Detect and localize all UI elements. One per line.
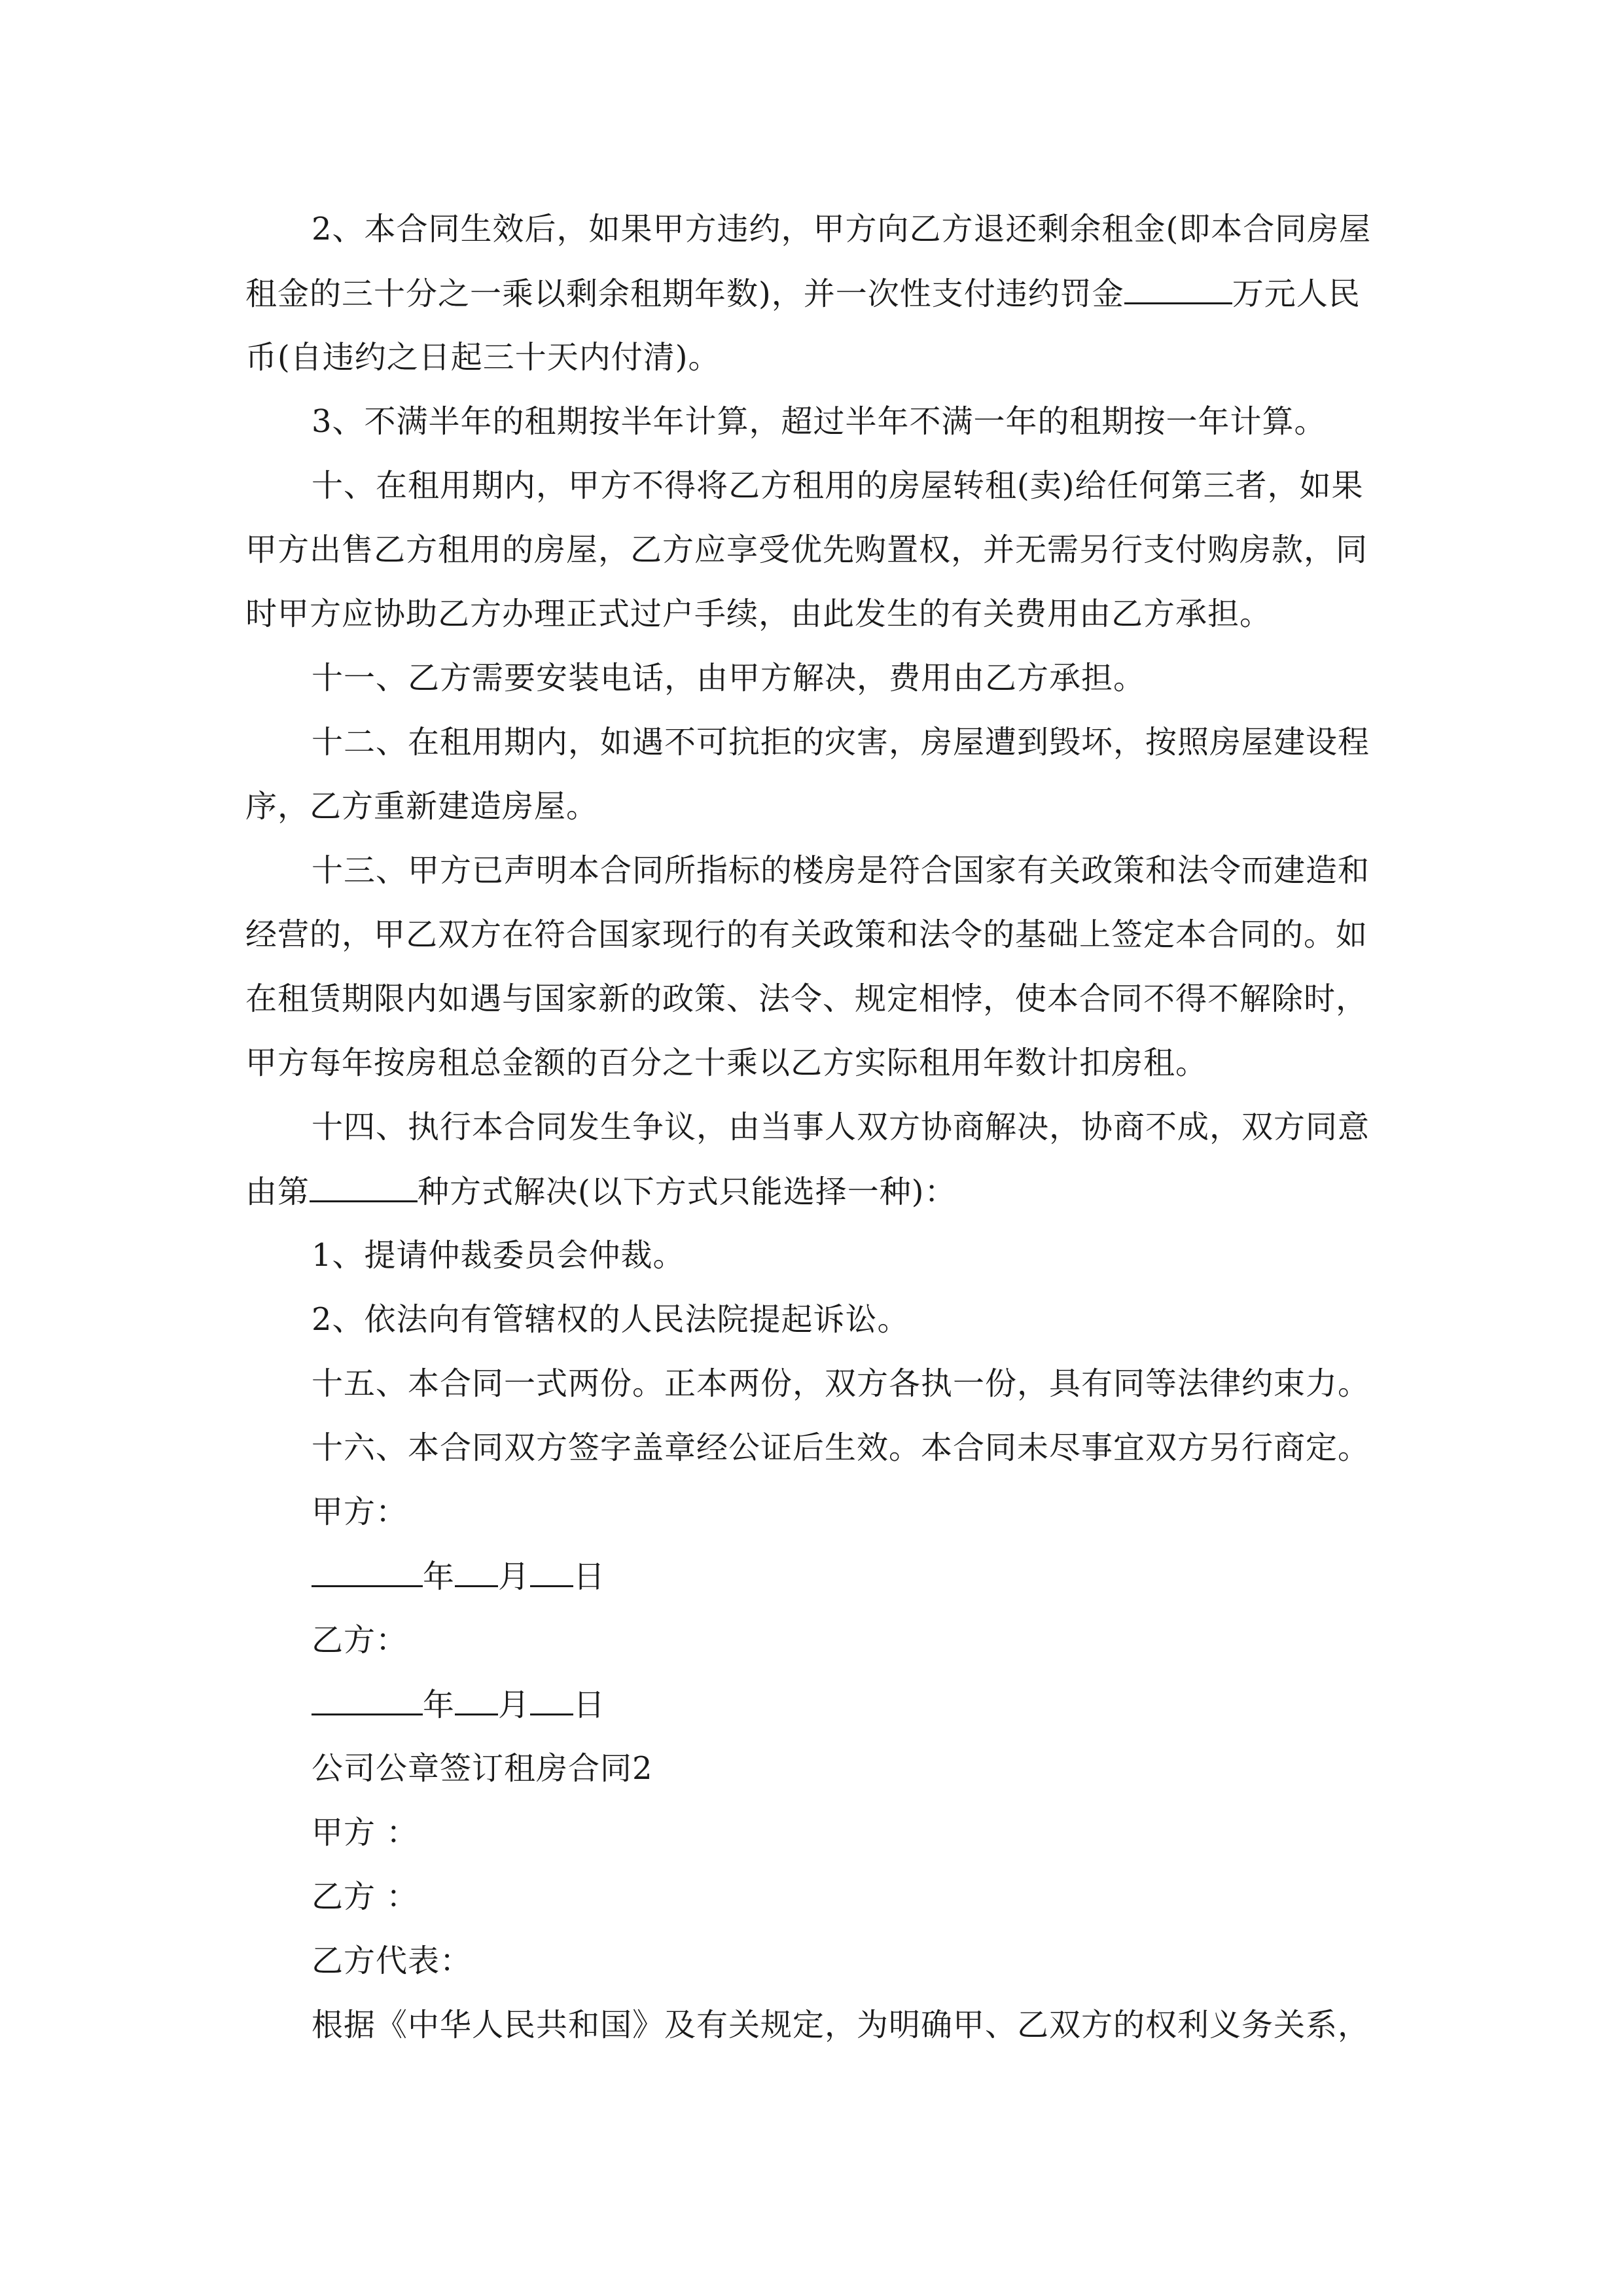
clause-9-item-2-line-2 bbox=[245, 274, 1397, 314]
clause-9-item-3: 3、不满半年的租期按半年计算，超过半年不满一年的租期按一年计算。 bbox=[312, 403, 1327, 440]
clause-13-line-4: 甲方每年按房租总金额的百分之十乘以乙方实际租用年数计扣房租。 bbox=[245, 1045, 1208, 1081]
clause-12-line-2: 序，乙方重新建造房屋。 bbox=[245, 788, 599, 825]
clause-13-line-2: 经营的，甲乙双方在符合国家现行的有关政策和法令的基础上签定本合同的。如 bbox=[245, 916, 1368, 953]
clause-14-line-1: 十四、执行本合同发生争议，由当事人双方协商解决，协商不成，双方同意 bbox=[312, 1109, 1370, 1145]
year-blank bbox=[312, 1685, 423, 1715]
clause-9-item-2-text-a: 租金的三十分之一乘以剩余租期年数)，并一次性支付违约罚金 bbox=[245, 276, 1124, 312]
contract-2-party-a: 甲方 ： bbox=[312, 1814, 419, 1851]
year-blank bbox=[312, 1556, 423, 1587]
penalty-amount-blank bbox=[1124, 274, 1232, 304]
clause-11: 十一、乙方需要安装电话，由甲方解决，费用由乙方承担。 bbox=[312, 660, 1146, 696]
clause-9-item-2-text-b: 万元人民 bbox=[1232, 276, 1361, 312]
party-b-date-line bbox=[312, 1685, 1398, 1725]
day-blank bbox=[530, 1685, 573, 1715]
year-label: 年 bbox=[423, 1687, 455, 1723]
month-label: 月 bbox=[498, 1687, 531, 1723]
clause-14-text-a: 由第 bbox=[245, 1174, 310, 1210]
clause-14-option-2: 2、依法向有管辖权的人民法院提起诉讼。 bbox=[312, 1301, 910, 1338]
contract-2-party-b-rep: 乙方代表： bbox=[312, 1943, 473, 1979]
party-b-signature-label: 乙方： bbox=[312, 1622, 408, 1659]
clause-13-line-1: 十三、甲方已声明本合同所指标的楼房是符合国家有关政策和法令而建造和 bbox=[312, 852, 1370, 889]
clause-10-line-3: 时甲方应协助乙方办理正式过户手续，由此发生的有关费用由乙方承担。 bbox=[245, 596, 1272, 632]
year-label: 年 bbox=[423, 1558, 455, 1595]
party-a-signature-label: 甲方： bbox=[312, 1494, 408, 1530]
party-a-date-line bbox=[312, 1556, 1398, 1596]
resolution-method-blank bbox=[310, 1172, 418, 1202]
contract-2-title: 公司公章签订租房合同2 bbox=[312, 1750, 653, 1787]
day-label: 日 bbox=[573, 1558, 606, 1595]
contract-2-party-b: 乙方 ： bbox=[312, 1878, 419, 1915]
clause-9-item-2-line-3: 币(自违约之日起三十天内付清)。 bbox=[245, 339, 721, 376]
clause-14-text-b: 种方式解决(以下方式只能选择一种)： bbox=[418, 1174, 957, 1210]
clause-10-line-1: 十、在租用期内，甲方不得将乙方租用的房屋转租(卖)给任何第三者，如果 bbox=[312, 467, 1364, 504]
contract-2-intro: 根据《中华人民共和国》及有关规定，为明确甲、乙双方的权利义务关系， bbox=[312, 2007, 1370, 2043]
clause-14-line-2 bbox=[245, 1172, 1397, 1211]
day-label: 日 bbox=[573, 1687, 606, 1723]
month-label: 月 bbox=[498, 1558, 531, 1595]
clause-15: 十五、本合同一式两份。正本两份，双方各执一份，具有同等法律约束力。 bbox=[312, 1365, 1370, 1402]
clause-14-option-1: 1、提请仲裁委员会仲裁。 bbox=[312, 1237, 685, 1274]
clause-12-line-1: 十二、在租用期内，如遇不可抗拒的灾害，房屋遭到毁坏，按照房屋建设程 bbox=[312, 724, 1370, 761]
clause-9-item-2-line-1: 2、本合同生效后，如果甲方违约，甲方向乙方退还剩余租金(即本合同房屋 bbox=[312, 211, 1372, 247]
clause-10-line-2: 甲方出售乙方租用的房屋，乙方应享受优先购置权，并无需另行支付购房款，同 bbox=[245, 531, 1368, 568]
month-blank bbox=[455, 1556, 498, 1587]
month-blank bbox=[455, 1685, 498, 1715]
day-blank bbox=[530, 1556, 573, 1587]
clause-13-line-3: 在租赁期限内如遇与国家新的政策、法令、规定相悖，使本合同不得不解除时， bbox=[245, 980, 1368, 1017]
clause-16: 十六、本合同双方签字盖章经公证后生效。本合同未尽事宜双方另行商定。 bbox=[312, 1429, 1370, 1466]
